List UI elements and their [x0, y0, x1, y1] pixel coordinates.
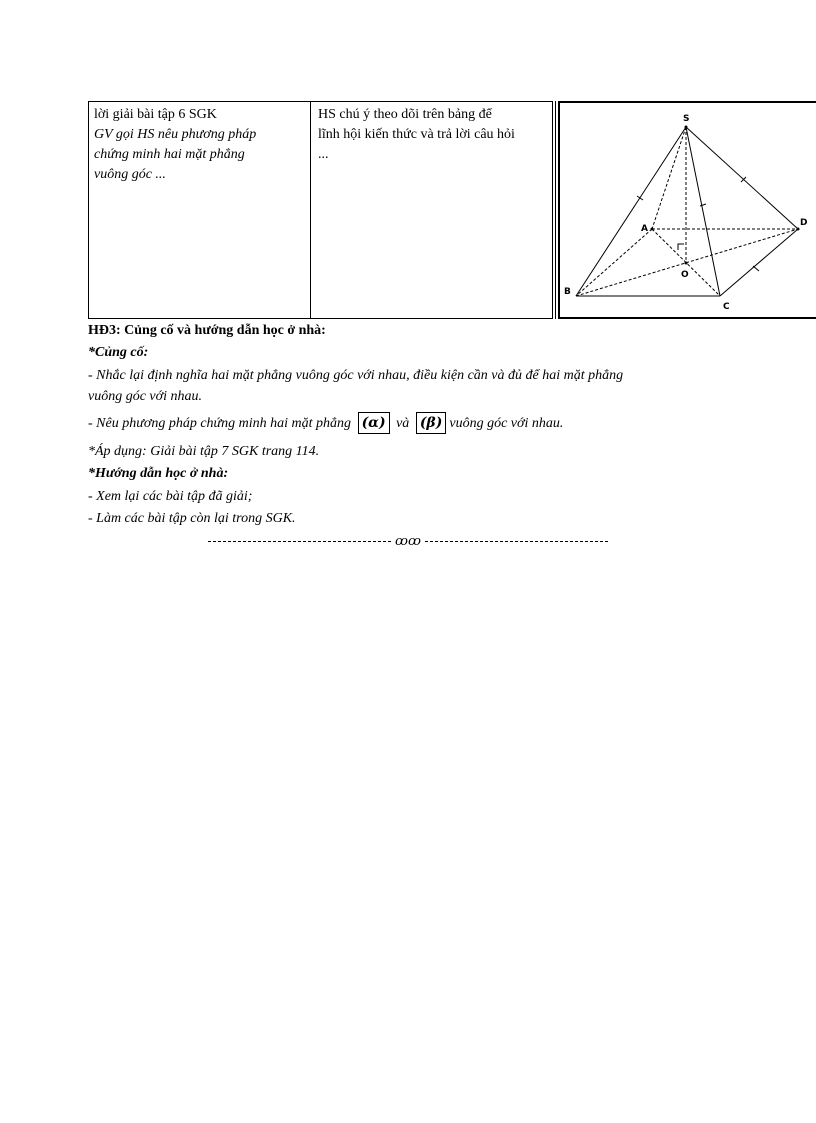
homework-item-2: - Làm các bài tập còn lại trong SGK.: [88, 511, 296, 526]
divider-line-right: [425, 541, 608, 542]
lesson-table: [88, 101, 816, 319]
cell-text: HS chú ý theo dõi trên bảng để: [318, 107, 492, 122]
label-O: O: [681, 270, 689, 280]
item-2-suffix: vuông góc với nhau.: [449, 416, 564, 431]
tick-mark: [637, 196, 643, 200]
table-double-rule: [552, 101, 556, 319]
label-S: S: [683, 114, 690, 124]
consolidate-item-1: - Nhắc lại định nghĩa hai mặt phẳng vuông góc với nhau, điều kiện cần và đủ để hai mặt phẳng: [88, 368, 624, 383]
plane-beta: (β): [416, 412, 447, 434]
homework-item-1: - Xem lại các bài tập đã giải;: [88, 489, 253, 504]
edge-AB: [576, 229, 652, 296]
tick-mark: [700, 204, 706, 206]
section-heading: HĐ3: Củng cố và hướng dẫn học ở nhà:: [88, 323, 326, 338]
vertex-O-dot: [685, 262, 688, 265]
plane-alpha: (α): [358, 412, 390, 434]
label-A: A: [641, 224, 648, 234]
item-2-prefix: - Nêu phương pháp chứng minh hai mặt phẳng: [88, 416, 352, 431]
edge-SD: [686, 127, 798, 229]
and-word: và: [396, 416, 410, 431]
label-D: D: [800, 218, 808, 228]
apply-line: *Áp dụng: Giải bài tập 7 SGK trang 114.: [88, 444, 320, 459]
label-B: B: [564, 287, 571, 297]
cell-text: lĩnh hội kiến thức và trả lời câu hỏi: [318, 127, 515, 142]
consolidate-label: *Củng cố:: [88, 345, 149, 360]
pyramid-figure: [560, 103, 816, 317]
teacher-activity-cell: [88, 101, 311, 319]
edge-CD: [720, 229, 798, 296]
cell-text: lời giải bài tập 6 SGK: [94, 107, 217, 122]
divider-ornament: ꝏꝏ: [395, 533, 421, 549]
vertex-S-dot: [685, 126, 688, 129]
consolidate-item-2: [88, 412, 563, 434]
edge-SA: [652, 127, 686, 229]
cell-text: vuông góc ...: [94, 167, 166, 182]
divider-line-left: [208, 541, 391, 542]
section-divider: [208, 534, 608, 548]
cell-text: chứng minh hai mặt phẳng: [94, 147, 245, 162]
cell-text: GV gọi HS nêu phương pháp: [94, 127, 257, 142]
vertex-A-dot: [651, 228, 654, 231]
edge-SB: [576, 127, 686, 296]
label-C: C: [723, 302, 730, 312]
edge-SC: [686, 127, 720, 296]
tick-mark: [753, 266, 759, 271]
consolidate-item-1-cont: vuông góc với nhau.: [88, 389, 203, 404]
figure-cell: [558, 101, 816, 319]
cell-text: ...: [318, 147, 329, 162]
homework-label: *Hướng dẫn học ở nhà:: [88, 466, 229, 481]
right-angle-mark: [678, 244, 684, 250]
student-activity-cell: [310, 101, 552, 319]
